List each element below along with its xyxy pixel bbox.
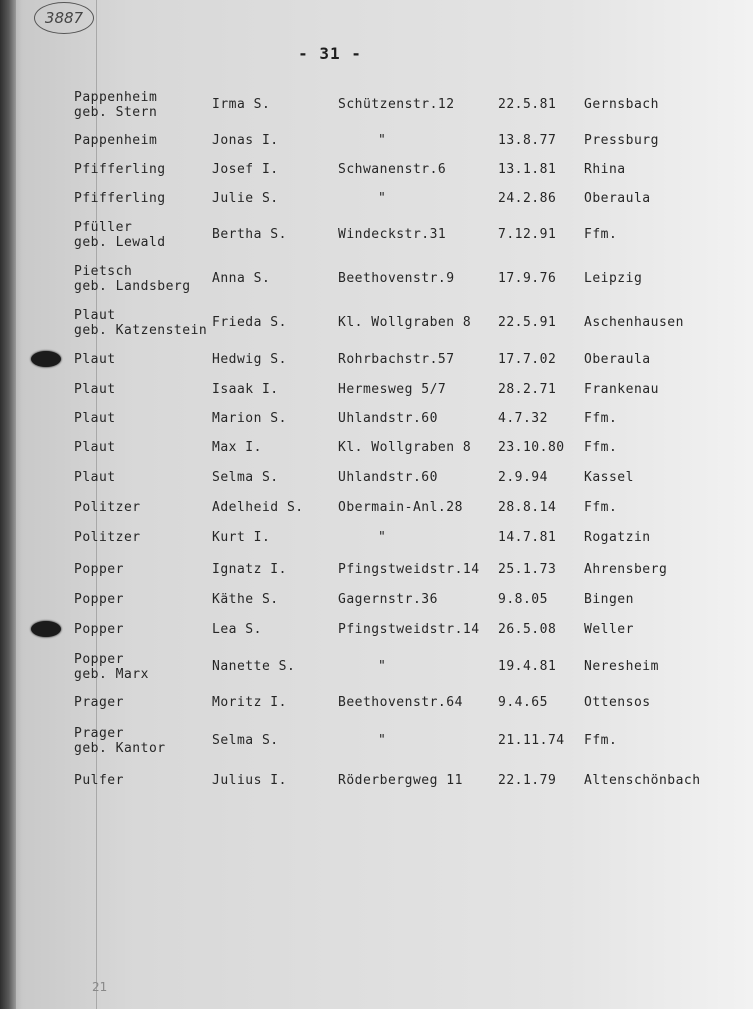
entry-birth-date: 26.5.08: [498, 622, 557, 637]
entry-birth-name: geb. Katzenstein: [74, 323, 208, 338]
entry-street: Beethovenstr.64: [338, 695, 463, 710]
entry-given-name: Max I.: [212, 440, 262, 455]
entry-birth-place: Ffm.: [584, 411, 618, 426]
entry-given-name: Anna S.: [212, 271, 271, 286]
entry-birth-date: 9.8.05: [498, 592, 548, 607]
entry-birth-date: 14.7.81: [498, 530, 557, 545]
entry-birth-place: Altenschönbach: [584, 773, 701, 788]
entry-birth-place: Leipzig: [584, 271, 643, 286]
entry-birth-date: 24.2.86: [498, 191, 557, 206]
entry-birth-name: geb. Stern: [74, 105, 158, 120]
entry-given-name: Julius I.: [212, 773, 287, 788]
entry-birth-place: Aschenhausen: [584, 315, 684, 330]
entry-given-name: Selma S.: [212, 470, 279, 485]
entry-street: Pfingstweidstr.14: [338, 562, 480, 577]
entry-street: Obermain-Anl.28: [338, 500, 463, 515]
corner-note: 21: [92, 980, 108, 994]
entry-street: Windeckstr.31: [338, 227, 447, 242]
entry-birth-place: Ffm.: [584, 440, 618, 455]
entry-given-name: Bertha S.: [212, 227, 287, 242]
ink-mark-dot: [31, 621, 61, 637]
entry-given-name: Moritz I.: [212, 695, 287, 710]
page-number: - 31 -: [298, 44, 362, 63]
entry-birth-date: 13.8.77: [498, 133, 557, 148]
entry-street: Schützenstr.12: [338, 97, 455, 112]
entry-surname: Plaut: [74, 382, 116, 397]
entry-street: Uhlandstr.60: [338, 470, 438, 485]
entry-surname: Plaut: [74, 308, 116, 323]
entry-street: Uhlandstr.60: [338, 411, 438, 426]
entry-street: ": [378, 191, 387, 206]
entry-surname: Plaut: [74, 411, 116, 426]
entry-surname: Pulfer: [74, 773, 124, 788]
entry-birth-date: 22.5.91: [498, 315, 557, 330]
entry-given-name: Selma S.: [212, 733, 279, 748]
entry-surname: Pappenheim: [74, 133, 158, 148]
entry-birth-date: 28.2.71: [498, 382, 557, 397]
entry-birth-place: Frankenau: [584, 382, 659, 397]
entry-given-name: Josef I.: [212, 162, 279, 177]
entry-given-name: Kurt I.: [212, 530, 271, 545]
entry-birth-place: Pressburg: [584, 133, 659, 148]
entry-given-name: Marion S.: [212, 411, 287, 426]
entry-surname: Popper: [74, 622, 124, 637]
entry-street: ": [378, 530, 387, 545]
entry-given-name: Käthe S.: [212, 592, 279, 607]
entry-surname: Plaut: [74, 352, 116, 367]
entry-street: ": [378, 733, 387, 748]
entry-surname: Prager: [74, 695, 124, 710]
entry-surname: Politzer: [74, 500, 141, 515]
entry-birth-place: Rogatzin: [584, 530, 651, 545]
entry-street: ": [378, 133, 387, 148]
entry-birth-place: Gernsbach: [584, 97, 659, 112]
entry-street: Beethovenstr.9: [338, 271, 455, 286]
entry-surname: Prager: [74, 726, 124, 741]
entry-given-name: Lea S.: [212, 622, 262, 637]
entry-street: Gagernstr.36: [338, 592, 438, 607]
entry-street: Schwanenstr.6: [338, 162, 447, 177]
entry-birth-place: Ffm.: [584, 500, 618, 515]
entry-birth-date: 19.4.81: [498, 659, 557, 674]
entry-given-name: Nanette S.: [212, 659, 296, 674]
entry-street: Röderbergweg 11: [338, 773, 463, 788]
ink-mark-dot: [31, 351, 61, 367]
entry-birth-place: Bingen: [584, 592, 634, 607]
entry-birth-date: 23.10.80: [498, 440, 565, 455]
page-shadow-edge: [0, 0, 16, 1009]
entry-birth-place: Ffm.: [584, 227, 618, 242]
entry-birth-place: Oberaula: [584, 352, 651, 367]
entry-birth-date: 7.12.91: [498, 227, 557, 242]
entry-given-name: Irma S.: [212, 97, 271, 112]
entry-surname: Pappenheim: [74, 90, 158, 105]
entry-birth-date: 2.9.94: [498, 470, 548, 485]
entry-birth-place: Ffm.: [584, 733, 618, 748]
entry-surname: Popper: [74, 562, 124, 577]
entry-surname: Popper: [74, 592, 124, 607]
entry-birth-place: Ahrensberg: [584, 562, 668, 577]
entry-birth-name: geb. Landsberg: [74, 279, 191, 294]
archive-number-stamp: 3887: [34, 2, 94, 34]
entry-birth-place: Weller: [584, 622, 634, 637]
entry-birth-date: 9.4.65: [498, 695, 548, 710]
entry-birth-date: 17.9.76: [498, 271, 557, 286]
entry-given-name: Adelheid S.: [212, 500, 304, 515]
entry-birth-date: 13.1.81: [498, 162, 557, 177]
entry-birth-date: 22.5.81: [498, 97, 557, 112]
entry-birth-date: 25.1.73: [498, 562, 557, 577]
entry-given-name: Jonas I.: [212, 133, 279, 148]
entry-birth-name: geb. Kantor: [74, 741, 166, 756]
entry-street: Rohrbachstr.57: [338, 352, 455, 367]
entry-given-name: Ignatz I.: [212, 562, 287, 577]
entry-birth-place: Ottensos: [584, 695, 651, 710]
entry-birth-place: Rhina: [584, 162, 626, 177]
entry-birth-date: 17.7.02: [498, 352, 557, 367]
entry-birth-name: geb. Lewald: [74, 235, 166, 250]
entry-surname: Pfifferling: [74, 191, 166, 206]
entry-street: Hermesweg 5/7: [338, 382, 447, 397]
entry-birth-name: geb. Marx: [74, 667, 149, 682]
entry-surname: Plaut: [74, 470, 116, 485]
entry-given-name: Isaak I.: [212, 382, 279, 397]
entry-street: Pfingstweidstr.14: [338, 622, 480, 637]
entry-birth-place: Kassel: [584, 470, 634, 485]
entry-birth-place: Neresheim: [584, 659, 659, 674]
entry-surname: Pfüller: [74, 220, 133, 235]
entry-birth-date: 21.11.74: [498, 733, 565, 748]
entry-given-name: Hedwig S.: [212, 352, 287, 367]
entry-surname: Politzer: [74, 530, 141, 545]
entry-birth-date: 4.7.32: [498, 411, 548, 426]
entry-given-name: Frieda S.: [212, 315, 287, 330]
entry-street: Kl. Wollgraben 8: [338, 315, 472, 330]
entry-surname: Pfifferling: [74, 162, 166, 177]
entry-surname: Pietsch: [74, 264, 133, 279]
entry-surname: Popper: [74, 652, 124, 667]
entry-birth-date: 28.8.14: [498, 500, 557, 515]
entry-birth-date: 22.1.79: [498, 773, 557, 788]
entry-birth-place: Oberaula: [584, 191, 651, 206]
entry-given-name: Julie S.: [212, 191, 279, 206]
entry-street: Kl. Wollgraben 8: [338, 440, 472, 455]
entry-surname: Plaut: [74, 440, 116, 455]
entry-street: ": [378, 659, 387, 674]
